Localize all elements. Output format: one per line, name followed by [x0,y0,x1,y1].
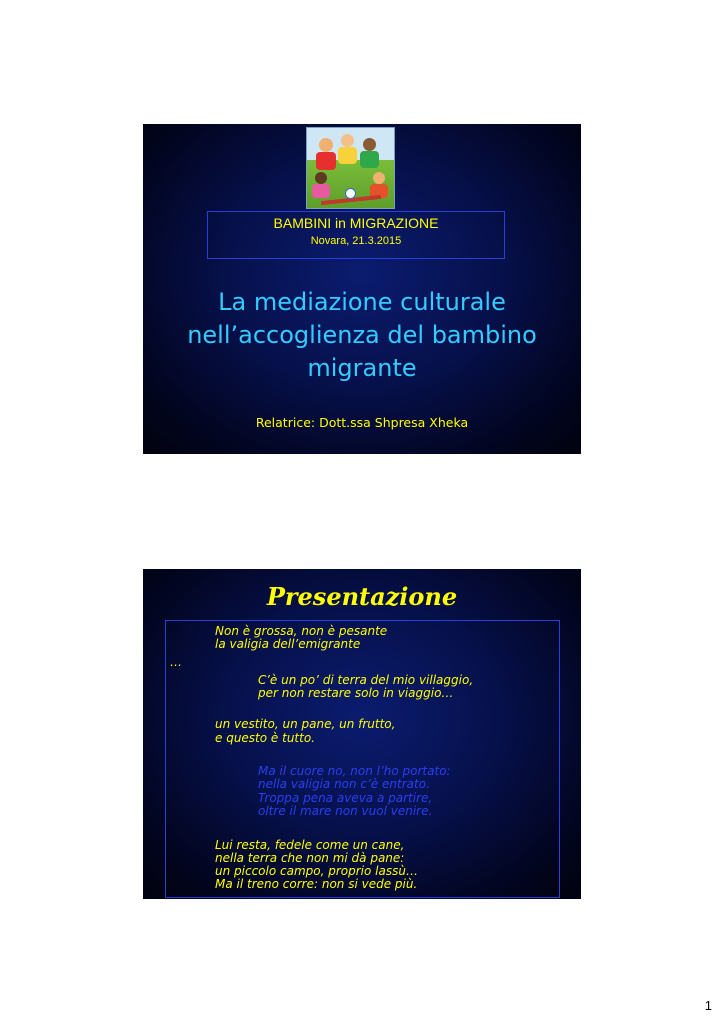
poem-line: Non è grossa, non è pesante [215,624,388,638]
child-figure [315,172,327,184]
conference-box [207,211,505,259]
poem-line: Lui resta, fedele come un cane, [215,838,405,852]
child-shirt [338,147,357,164]
main-title-line: La mediazione culturale [218,288,506,316]
slide-heading: Presentazione [266,582,458,611]
poem-line: … [170,655,182,669]
poem-line: nella terra che non mi dà pane: [215,851,405,865]
page-number: 1 [704,998,712,1013]
children-playing-illustration [306,127,395,209]
poem-line: un piccolo campo, proprio lassù… [215,864,418,878]
poem-line: Troppa pena aveva a partire, [258,791,433,805]
poem-line: e questo è tutto. [215,731,315,745]
poem-line: un vestito, un pane, un frutto, [215,717,396,731]
child-shirt [360,151,379,168]
main-title [143,286,581,385]
main-title-line: nell’accoglienza del bambino [187,321,537,349]
child-shirt [316,152,336,170]
ball [345,188,356,199]
poem-line: Ma il treno corre: non si vede più. [215,877,418,891]
child-figure [363,138,376,151]
poem-line: la valigia dell’emigrante [215,637,361,651]
poem-line: C’è un po’ di terra del mio villaggio, [258,673,474,687]
child-figure [373,172,385,184]
main-title-line: migrante [307,354,417,382]
speaker-name: Relatrice: Dott.ssa Shpresa Xheka [255,415,469,430]
poem-line: Ma il cuore no, non l’ho portato: [258,764,451,778]
poem-box [165,620,560,898]
poem-line: oltre il mare non vuol venire. [258,804,433,818]
child-figure [341,134,354,147]
poem-line: nella valigia non c’è entrato. [258,777,430,791]
poem-line: per non restare solo in viaggio… [258,686,454,700]
slide-title [143,124,581,454]
child-shirt [312,184,330,198]
slide-presentazione [143,569,581,899]
conference-date: Novara, 21.3.2015 [310,235,402,247]
child-figure [319,138,333,152]
conference-title: BAMBINI in MIGRAZIONE [273,215,439,231]
